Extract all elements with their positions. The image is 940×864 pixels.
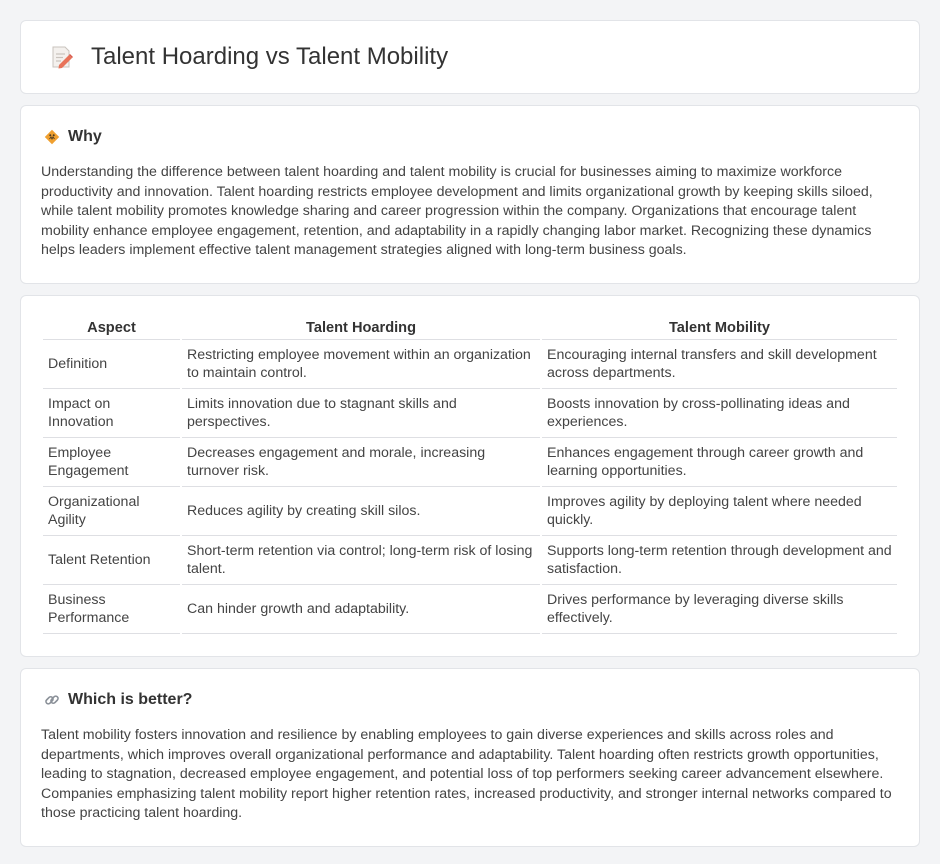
header-aspect: Aspect: [43, 316, 180, 340]
better-paragraph: Talent mobility fosters innovation and resilience by enabling employees to gain diverse experiences and skills across roles and departments, which improves overall organizational performance and adaptability. Talent hoarding often restricts growth opportunities, leading to stagnation, decreased employee engagement, and potential loss of top performers seeking career advancement elsewhere. Companies emphasizing talent mobility report higher retention rates, increased productivity, and stronger internal networks compared to those practicing talent hoarding.: [41, 726, 892, 822]
table-row: [43, 340, 897, 389]
aspect-cell: Organizational Agility: [43, 487, 180, 536]
table-row: [43, 585, 897, 634]
page-title: Talent Hoarding vs Talent Mobility: [91, 43, 449, 70]
table-row: [43, 389, 897, 438]
why-header: [41, 128, 899, 146]
which-is-better-section: [20, 668, 920, 847]
link-icon: [43, 691, 61, 709]
hoarding-cell: Reduces agility by creating skill silos.: [182, 487, 540, 536]
warning-sign-icon: [43, 128, 61, 146]
hoarding-cell: Short-term retention via control; long-term risk of losing talent.: [182, 536, 540, 585]
header-talent-hoarding: Talent Hoarding: [182, 316, 540, 340]
table-header-row: [43, 316, 897, 340]
aspect-cell: Talent Retention: [43, 536, 180, 585]
aspect-cell: Definition: [43, 340, 180, 389]
aspect-cell: Impact on Innovation: [43, 389, 180, 438]
header-talent-mobility: Talent Mobility: [542, 316, 897, 340]
mobility-cell: Supports long-term retention through development and satisfaction.: [542, 536, 897, 585]
hoarding-cell: Restricting employee movement within an organization to maintain control.: [182, 340, 540, 389]
title-card: [20, 20, 920, 94]
better-heading: Which is better?: [68, 690, 193, 708]
table-row: [43, 438, 897, 487]
aspect-cell: Employee Engagement: [43, 438, 180, 487]
mobility-cell: Encouraging internal transfers and skill development across departments.: [542, 340, 897, 389]
hoarding-cell: Can hinder growth and adaptability.: [182, 585, 540, 634]
hoarding-cell: Decreases engagement and morale, increasing turnover risk.: [182, 438, 540, 487]
mobility-cell: Drives performance by leveraging diverse skills effectively.: [542, 585, 897, 634]
aspect-cell: Business Performance: [43, 585, 180, 634]
table-row: [43, 487, 897, 536]
mobility-cell: Improves agility by deploying talent where needed quickly.: [542, 487, 897, 536]
why-section: [20, 105, 920, 284]
hoarding-cell: Limits innovation due to stagnant skills and perspectives.: [182, 389, 540, 438]
better-header: [41, 691, 899, 709]
why-heading: Why: [68, 128, 102, 145]
table-row: [43, 536, 897, 585]
comparison-table: [41, 316, 899, 634]
why-paragraph: Understanding the difference between talent hoarding and talent mobility is crucial for businesses aiming to maximize workforce productivity and innovation. Talent hoarding restricts employee development and limits organizational growth by keeping skills siloed, while talent mobility promotes knowledge sharing and career progression within the company. Organizations that encourage talent mobility enhance employee engagement, retention, and adaptability in a rapidly changing labor market. Recognizing these dynamics helps leaders implement effective talent management strategies aligned with long-term business goals.: [41, 164, 873, 259]
mobility-cell: Boosts innovation by cross-pollinating ideas and experiences.: [542, 389, 897, 438]
comparison-card: [20, 295, 920, 657]
mobility-cell: Enhances engagement through career growth and learning opportunities.: [542, 438, 897, 487]
memo-pencil-icon: [47, 43, 75, 71]
